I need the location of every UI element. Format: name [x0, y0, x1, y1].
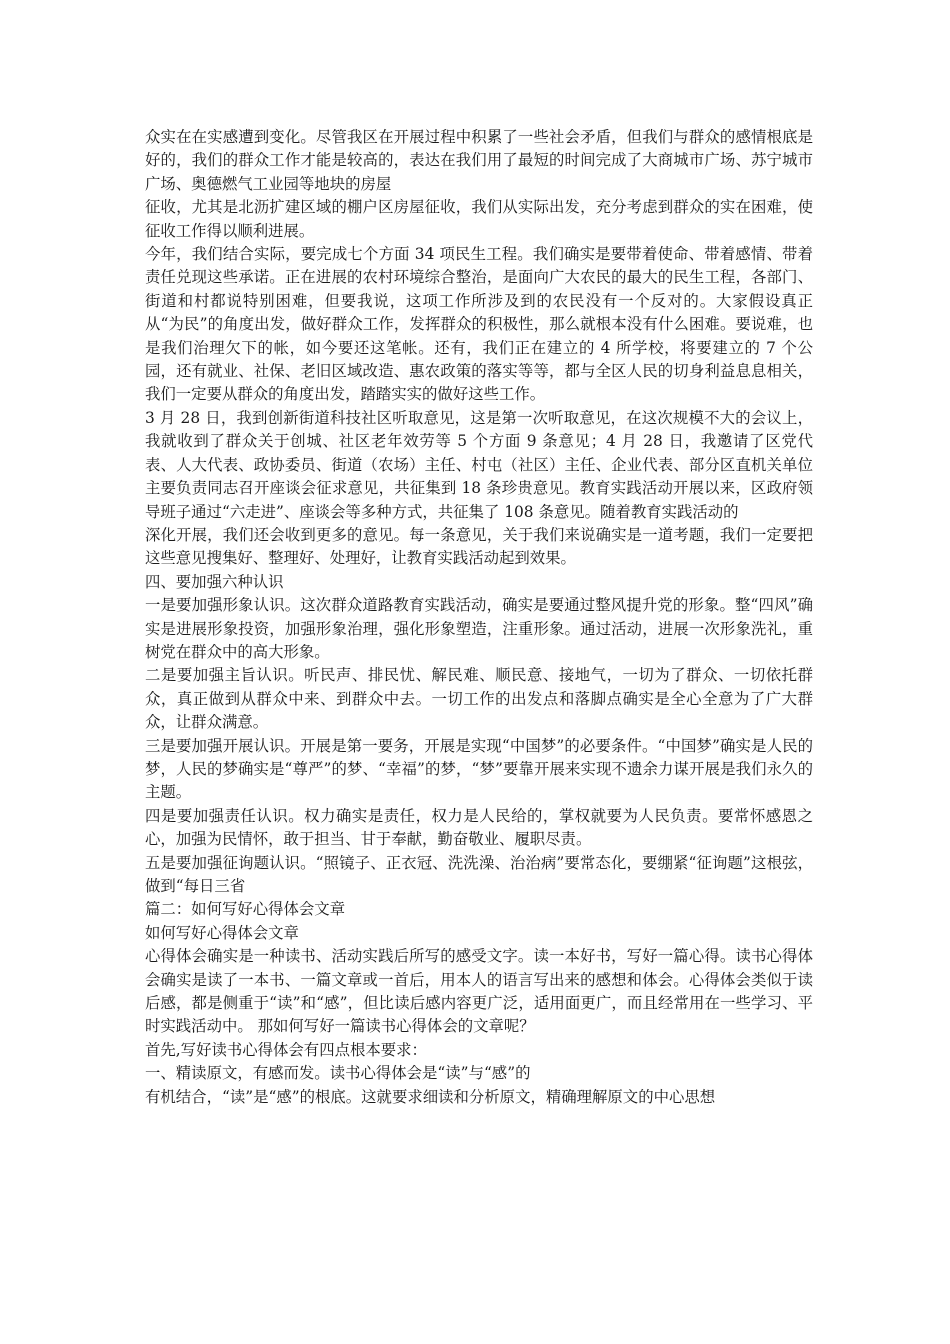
paragraph: 深化开展，我们还会收到更多的意见。每一条意见，关于我们来说确实是一道考题，我们一定要把这些意见搜集好、整理好、处理好，让教育实践活动起到效果。 [145, 525, 813, 568]
paragraph: 二是要加强主旨认识。听民声、排民忧、解民难、顺民意、接地气，一切为了群众、一切依托群众，真正做到从群众中来、到群众中去。一切工作的出发点和落脚点确实是全心全意为了广大群众，让群众满意。 [145, 666, 813, 732]
paragraph: 3 月 28 日，我到创新街道科技社区听取意见，这是第一次听取意见，在这次规模不大的会议上，我就收到了群众关于创城、社区老年效劳等 5 个方面 9 条意见；4 月 28 日，我邀请了区党代表、人大代表、政协委员、街道（农场）主任、村屯（社区）主任、企业代表、部分区直机关单位主要负责同志召开座谈会征求意见，共征集到 18 条珍贵意见。教育实践活动开展以来，区政府领导班子通过“六走进”、座谈会等多种方式，共征集了 108 条意见。随着教育实践活动的 [145, 408, 813, 521]
paragraph: 四是要加强责任认识。权力确实是责任，权力是人民给的，掌权就要为人民负责。要常怀感恩之心，加强为民情怀，敢于担当、甘于奉献，勤奋敬业、履职尽责。 [145, 806, 813, 849]
document-body [145, 126, 813, 1109]
chapter-heading: 篇二：如何写好心得体会文章 [145, 900, 346, 919]
paragraph: 有机结合，“读”是“感”的根底。这就要求细读和分析原文，精确理解原文的中心思想 [145, 1087, 716, 1106]
paragraph: 首先,写好读书心得体会有四点根本要求： [145, 1040, 427, 1059]
paragraph: 今年，我们结合实际，要完成七个方面 34 项民生工程。我们确实是要带着使命、带着感情、带着责任兑现这些承诺。正在进展的农村环境综合整治，是面向广大农民的最大的民生工程，各部门、街道和村都说特别困难，但要我说，这项工作所涉及到的农民没有一个反对的。大家假设真正从“为民”的角度出发，做好群众工作，发挥群众的积极性，那么就根本没有什么困难。要说难，也是我们治理欠下的帐，如今要还这笔帐。还有，我们正在建立的 4 所学校，将要建立的 7 个公园，还有就业、社保、老旧区域改造、惠农政策的落实等等，都与全区人民的切身利益息息相关，我们一定要从群众的角度出发，踏踏实实的做好这些工作。 [145, 245, 813, 404]
paragraph: 一、精读原文，有感而发。读书心得体会是“读”与“感”的 [145, 1064, 531, 1083]
paragraph: 征收，尤其是北沥扩建区域的棚户区房屋征收，我们从实际出发，充分考虑到群众的实在困难，使征收工作得以顺利进展。 [145, 198, 813, 240]
paragraph: 众实在在实感遭到变化。尽管我区在开展过程中积累了一些社会矛盾，但我们与群众的感情根底是好的，我们的群众工作才能是较高的，表达在我们用了最短的时间完成了大商城市广场、苏宁城市广场、奥德燃气工业园等地块的房屋 [145, 128, 813, 193]
paragraph: 三是要加强开展认识。开展是第一要务，开展是实现“中国梦”的必要条件。“中国梦”确实是人民的梦，人民的梦确实是“尊严”的梦、“幸福”的梦，“梦”要靠开展来实现不遗余力谋开展是我们永久的主题。 [145, 736, 813, 802]
paragraph: 一是要加强形象认识。这次群众道路教育实践活动，确实是要通过整风提升党的形象。整“四风”确实是进展形象投资，加强形象治理，强化形象塑造，注重形象。通过活动，进展一次形象洗礼，重树党在群众中的高大形象。 [145, 596, 813, 661]
section-heading: 四、要加强六种认识 [145, 572, 284, 591]
article-title: 如何写好心得体会文章 [145, 923, 299, 942]
paragraph: 五是要加强征询题认识。“照镜子、正衣冠、洗洗澡、治治病”要常态化，要绷紧“征询题”这根弦，做到“每日三省 [145, 853, 813, 895]
paragraph: 心得体会确实是一种读书、活动实践后所写的感受文字。读一本好书，写好一篇心得。读书心得体会确实是读了一本书、一篇文章或一首后，用本人的语言写出来的感想和体会。心得体会类似于读后感，都是侧重于“读”和“感”，但比读后感内容更广泛，适用面更广，而且经常用在一些学习、平时实践活动中。 那如何写好一篇读书心得体会的文章呢？ [145, 947, 813, 1036]
